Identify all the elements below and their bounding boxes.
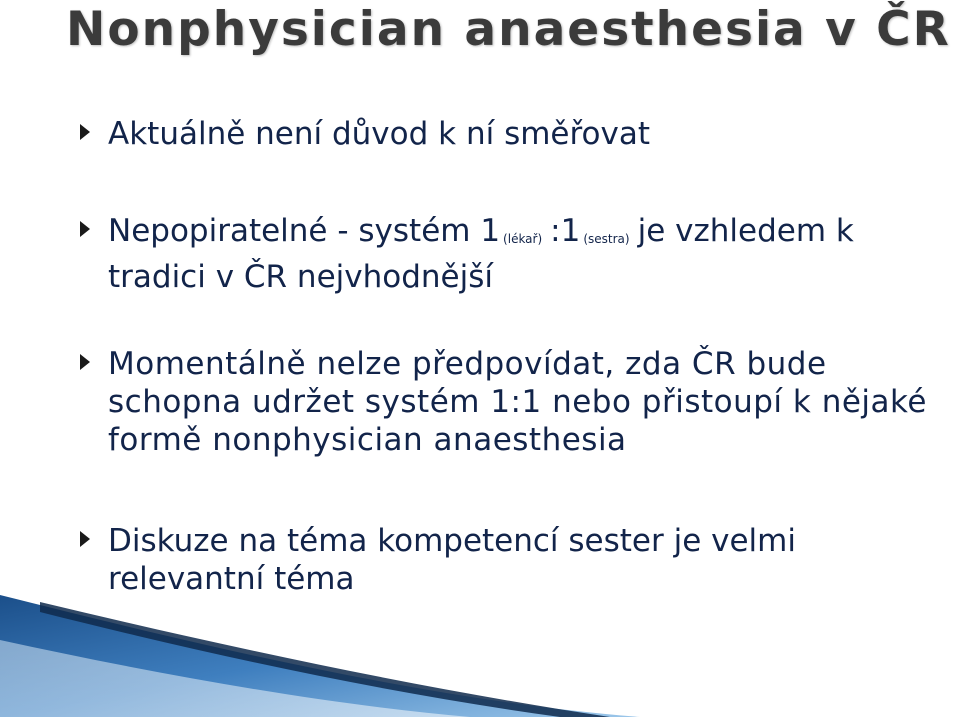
- bullet-line: Diskuze na téma kompetencí sester je velmi: [108, 523, 796, 559]
- bullet-text-segment: je vzhledem k: [637, 213, 854, 249]
- bullet-text-segment: :1: [550, 213, 581, 249]
- bullet-line: schopna udržet systém 1:1 nebo přistoupí k nějaké: [108, 384, 927, 420]
- slide-title: Nonphysician anaesthesia v ČR: [66, 2, 951, 57]
- bullet-line: formě nonphysician anaesthesia: [108, 422, 627, 458]
- bullet-line: tradici v ČR nejvhodnější: [108, 259, 494, 295]
- subscript-nurse: (sestra): [583, 232, 630, 246]
- bullet-text-segment: Nepopiratelné - systém 1: [108, 213, 501, 249]
- subscript-physician: (lékař): [503, 232, 543, 246]
- bullet-line: Momentálně nelze předpovídat, zda ČR bude: [108, 346, 827, 382]
- bullet-line: relevantní téma: [108, 561, 355, 597]
- bullet-line: Aktuálně není důvod k ní směřovat: [108, 116, 651, 152]
